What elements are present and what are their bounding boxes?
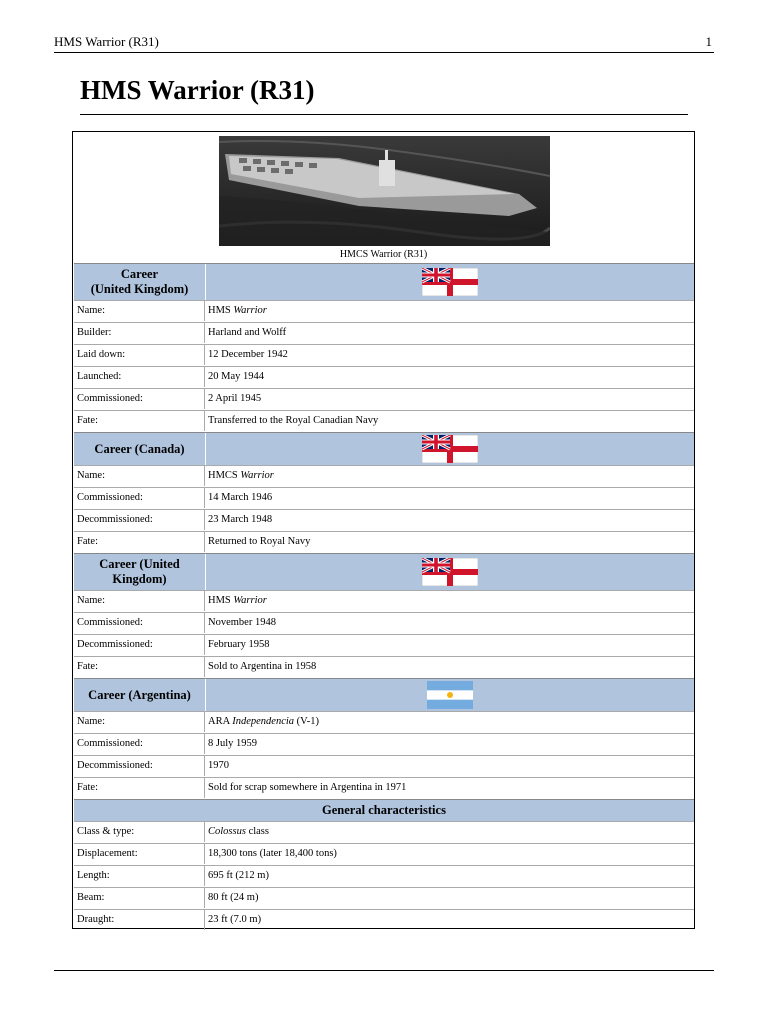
row-value-pre: Harland and Wolff [208,327,287,338]
row-label: Name: [74,301,205,321]
infobox-row [74,300,694,321]
row-value-pre: 695 ft (212 m) [208,870,269,881]
infobox-row [74,531,694,552]
white-ensign-flag-icon [422,558,478,586]
general-characteristics-header [74,799,694,821]
infobox-row [74,634,694,655]
row-value-pre: 23 ft (7.0 m) [208,914,262,925]
row-label: Fate: [74,532,205,552]
row-label: Fate: [74,411,205,431]
row-value-pre: Sold to Argentina in 1958 [208,661,317,672]
infobox-row [74,843,694,864]
row-value [205,301,694,321]
section-heading: Career (United Kingdom) [74,554,206,590]
infobox-row [74,366,694,387]
row-value [205,657,694,677]
row-label: Launched: [74,367,205,387]
row-value-italic: Warrior [233,305,267,316]
general-characteristics-heading: General characteristics [322,803,446,817]
row-value-pre: February 1958 [208,639,270,650]
row-value-pre: HMS [208,305,234,316]
row-value [205,389,694,409]
white-ensign-flag-icon [422,435,478,463]
infobox [72,131,695,929]
row-label: Class & type: [74,822,205,842]
row-label: Fate: [74,657,205,677]
section-flag [205,433,694,465]
infobox-row [74,865,694,886]
row-value-pre: 12 December 1942 [208,349,288,360]
career-section-header [74,678,694,711]
row-value-pre: 80 ft (24 m) [208,892,259,903]
row-value [205,888,694,908]
infobox-row [74,733,694,754]
row-value-italic: Colossus [208,826,246,837]
row-value [205,910,694,930]
row-value-italic: Warrior [240,470,274,481]
row-value [205,323,694,343]
career-section-header [74,553,694,590]
row-label: Name: [74,591,205,611]
row-value-pre: 2 April 1945 [208,393,262,404]
infobox-row [74,755,694,776]
row-value-pre: Sold for scrap somewhere in Argentina in 1971 [208,782,407,793]
row-label: Beam: [74,888,205,908]
row-value [205,712,694,732]
row-label: Commissioned: [74,734,205,754]
page-title: HMS Warrior (R31) [80,72,688,115]
row-value [205,756,694,776]
row-label: Commissioned: [74,488,205,508]
infobox-row [74,887,694,908]
row-value-post: class [245,826,269,837]
running-header [54,34,714,53]
infobox-row [74,487,694,508]
row-value-pre: 1970 [208,760,229,771]
career-section-header [74,432,694,465]
row-label: Name: [74,466,205,486]
career-section-header [74,263,694,300]
row-label: Length: [74,866,205,886]
infobox-row [74,612,694,633]
infobox-row [74,909,694,930]
row-value-pre: Transferred to the Royal Canadian Navy [208,415,379,426]
row-label: Commissioned: [74,613,205,633]
row-value-pre: 23 March 1948 [208,514,273,525]
row-value [205,488,694,508]
row-label: Fate: [74,778,205,798]
row-value-pre: ARA [208,716,233,727]
row-label: Draught: [74,910,205,930]
row-value [205,635,694,655]
row-value-pre: November 1948 [208,617,276,628]
row-label: Laid down: [74,345,205,365]
infobox-row [74,656,694,677]
row-value [205,367,694,387]
running-title: HMS Warrior (R31) [54,34,159,49]
image-caption: HMCS Warrior (R31) [339,249,428,260]
infobox-row [74,509,694,530]
row-value [205,866,694,886]
row-label: Decommissioned: [74,756,205,776]
row-value-italic: Warrior [233,595,267,606]
row-value [205,466,694,486]
row-label: Displacement: [74,844,205,864]
row-value [205,345,694,365]
row-label: Commissioned: [74,389,205,409]
row-value [205,778,694,798]
white-ensign-flag-icon [422,268,478,296]
row-value-post: (V-1) [294,716,320,727]
row-value [205,734,694,754]
page-number: 1 [705,34,712,49]
infobox-row [74,388,694,409]
row-value [205,613,694,633]
argentina-flag-icon [427,681,473,709]
section-flag [205,554,694,590]
section-heading: Career (Argentina) [74,679,206,711]
infobox-row [74,465,694,486]
row-value [205,822,694,842]
section-flag [205,679,694,711]
row-label: Builder: [74,323,205,343]
row-value-pre: HMCS [208,470,241,481]
row-value-pre: Returned to Royal Navy [208,536,311,547]
infobox-row [74,590,694,611]
ship-photo [219,136,550,246]
infobox-row [74,711,694,732]
row-value-pre: HMS [208,595,234,606]
infobox-row [74,821,694,842]
section-heading: Career (United Kingdom) [74,264,206,300]
row-label: Decommissioned: [74,510,205,530]
infobox-row [74,777,694,798]
row-value [205,844,694,864]
infobox-row [74,344,694,365]
row-value-italic: Independencia [232,716,295,727]
row-label: Decommissioned: [74,635,205,655]
row-value-pre: 8 July 1959 [208,738,258,749]
infobox-row [74,322,694,343]
row-value-pre: 20 May 1944 [208,371,264,382]
row-value [205,591,694,611]
row-value [205,510,694,530]
section-heading: Career (Canada) [74,433,206,465]
row-value [205,532,694,552]
infobox-row [74,410,694,431]
section-flag [205,264,694,300]
row-label: Name: [74,712,205,732]
row-value [205,411,694,431]
row-value-pre: 18,300 tons (later 18,400 tons) [208,848,337,859]
row-value-pre: 14 March 1946 [208,492,273,503]
footer-rule [54,970,714,971]
